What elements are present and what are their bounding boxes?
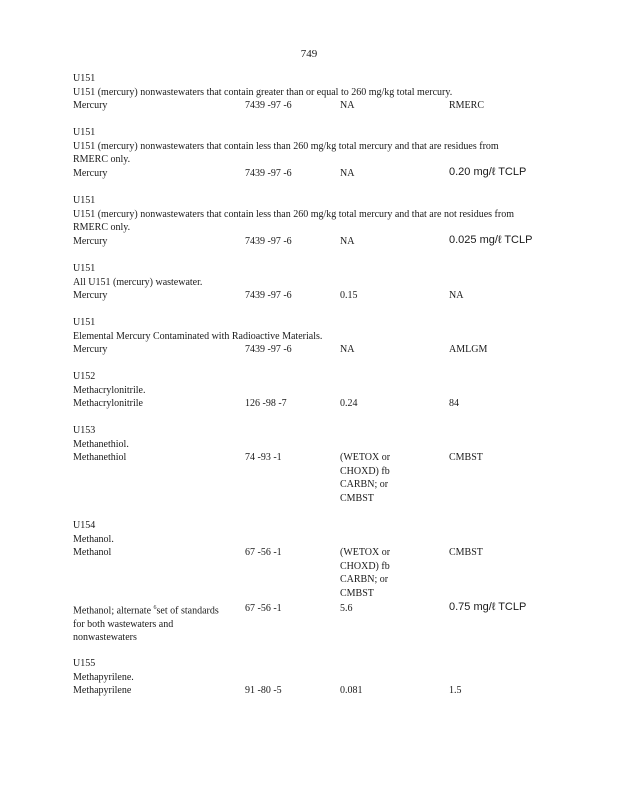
- nonwastewater-standard: 0.75 mg/ℓ TCLP: [449, 601, 527, 613]
- constituent-name: Methanethiol: [73, 452, 127, 463]
- constituent-row: [73, 235, 553, 249]
- wastewater-standard: (WETOX or CHOXD) fb CARBN; or CMBST: [340, 547, 391, 599]
- nonwastewater-standard: 1.5: [449, 685, 462, 696]
- constituent-name: [73, 602, 223, 645]
- wastewater-standard: NA: [340, 167, 355, 179]
- waste-description: Methanethiol.: [73, 438, 129, 450]
- constituent-name: Mercury: [73, 344, 108, 355]
- waste-code: U152: [73, 371, 96, 382]
- entry-u153: [73, 424, 553, 505]
- cas-number: 7439 -97 -6: [245, 100, 292, 111]
- constituent-row: [73, 167, 553, 181]
- waste-description: Methanol.: [73, 533, 114, 545]
- wastewater-standard: NA: [340, 344, 355, 355]
- constituent-name: Mercury: [73, 235, 108, 247]
- constituent-row: [73, 546, 553, 600]
- waste-description: U151 (mercury) nonwastewaters that contain greater than or equal to 260 mg/kg total mercury.: [73, 86, 453, 98]
- nonwastewater-standard: CMBST: [449, 452, 483, 463]
- nonwastewater-standard: CMBST: [449, 547, 483, 558]
- wastewater-standard: (WETOX or CHOXD) fb CARBN; or CMBST: [340, 452, 391, 504]
- constituent-name: Mercury: [73, 290, 108, 301]
- nonwastewater-standard: RMERC: [449, 100, 485, 111]
- wastewater-standard: 0.081: [340, 685, 363, 696]
- cas-number: 7439 -97 -6: [245, 290, 292, 301]
- wastewater-standard: 0.24: [340, 398, 358, 409]
- constituent-name: Mercury: [73, 167, 108, 179]
- waste-code: U151: [73, 73, 96, 84]
- constituent-name-text: Methanol; alternate: [73, 605, 154, 617]
- constituent-row: [73, 289, 553, 303]
- cas-number: 7439 -97 -6: [245, 167, 292, 179]
- nonwastewater-standard: 0.025 mg/ℓ TCLP: [449, 233, 533, 246]
- cas-number: 74 -93 -1: [245, 452, 282, 463]
- entry-u151-e: [73, 316, 553, 357]
- waste-description: All U151 (mercury) wastewater.: [73, 276, 203, 288]
- wastewater-standard: NA: [340, 235, 355, 247]
- entry-u151-b: [73, 126, 553, 180]
- wastewater-standard: 5.6: [340, 603, 353, 614]
- waste-description: U151 (mercury) nonwastewaters that contain less than 260 mg/kg total mercury and that are residues from RMERC only.: [73, 140, 499, 165]
- cas-number: 91 -80 -5: [245, 685, 282, 696]
- constituent-row: [73, 684, 553, 698]
- constituent-name: Mercury: [73, 100, 108, 111]
- waste-code: U151: [73, 263, 96, 274]
- constituent-row: [73, 602, 553, 642]
- constituent-row: [73, 397, 553, 411]
- nonwastewater-standard: AMLGM: [449, 344, 488, 355]
- wastewater-standard: NA: [340, 100, 355, 111]
- entry-u151-c: [73, 194, 553, 248]
- page-number: 749: [300, 48, 318, 60]
- waste-code: U151: [73, 195, 96, 206]
- entry-u152: [73, 370, 553, 411]
- cas-number: 126 -98 -7: [245, 398, 287, 409]
- waste-code: U155: [73, 658, 96, 669]
- footnote-marker: 6: [153, 605, 157, 611]
- cas-number: 67 -56 -1: [245, 603, 282, 614]
- constituent-row: [73, 343, 553, 357]
- nonwastewater-standard: 0.20 mg/ℓ TCLP: [449, 165, 527, 178]
- entry-u155: [73, 657, 553, 698]
- entry-u154: [73, 519, 553, 642]
- constituent-name: Methacrylonitrile: [73, 398, 143, 409]
- waste-code: U151: [73, 127, 96, 138]
- cas-number: 7439 -97 -6: [245, 344, 292, 355]
- cas-number: 7439 -97 -6: [245, 235, 292, 247]
- waste-code: U153: [73, 425, 96, 436]
- waste-description: Elemental Mercury Contaminated with Radioactive Materials.: [73, 330, 323, 342]
- entry-u151-a: [73, 72, 553, 113]
- constituent-name: Methanol: [73, 547, 112, 558]
- nonwastewater-standard: 84: [449, 398, 459, 409]
- constituent-row: [73, 451, 553, 505]
- constituent-name-text: set of standards for both wastewaters and nonwastewaters: [73, 605, 219, 644]
- waste-description: Methacrylonitrile.: [73, 384, 146, 396]
- waste-code: U151: [73, 317, 96, 328]
- constituent-row: [73, 99, 553, 113]
- nonwastewater-standard: NA: [449, 290, 464, 301]
- entry-u151-d: [73, 262, 553, 303]
- waste-code: U154: [73, 520, 96, 531]
- cas-number: 67 -56 -1: [245, 547, 282, 558]
- waste-description: U151 (mercury) nonwastewaters that contain less than 260 mg/kg total mercury and that are not residues from RMERC only.: [73, 208, 514, 233]
- wastewater-standard: 0.15: [340, 290, 358, 301]
- constituent-name: Methapyrilene: [73, 685, 132, 696]
- waste-description: Methapyrilene.: [73, 671, 134, 683]
